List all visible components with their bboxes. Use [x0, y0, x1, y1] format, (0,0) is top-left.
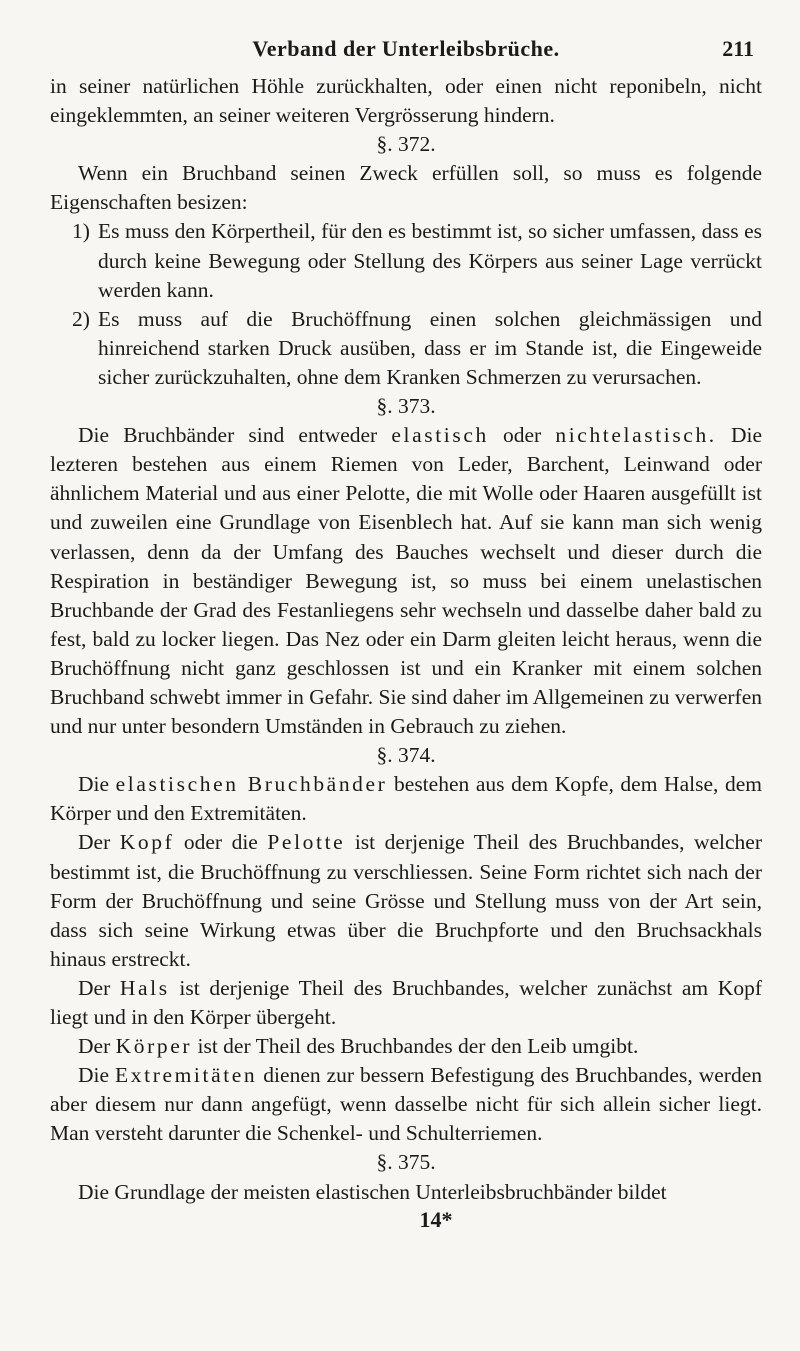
text-run: Die lezteren bestehen aus einem Riemen von Leder, Barchent, Leinwand oder ähnlichem Material und aus einer Pelotte, die mit Wolle oder Haaren ausgefüllt ist und zuweilen eine Grundlage von Eisenblech hat. Auf sie kann man sich wenig verlassen, denn da der Umfang des Bauches wechselt und dieser durch die Respiration in beständiger Bewegung ist, so muss bei einem unelastischen Bruchbande der Grad des Festanliegens sehr wechseln und dasselbe daher bald zu fest, bald zu locker liegen. Das Nez oder ein Darm gleiten leicht heraus, wenn die Bruchöffnung nicht ganz geschlossen ist und ein Kranker mit einem solchen Bruchband schwebt immer in Gefahr. Sie sind daher im Allgemeinen zu verwerfen und nur unter besondern Umständen in Gebrauch zu ziehen. — [50, 423, 762, 739]
list-item — [50, 305, 762, 392]
text-run: bestehen aus dem Kopfe, dem Halse, dem Körper und den Extremitäten. — [50, 772, 762, 826]
emphasis-term: elastischen Bruchbänder — [115, 772, 388, 797]
paragraph-375: Die Grundlage der meisten elastischen Unterleibsbruchbänder bildet — [78, 1179, 667, 1204]
text-run: Die — [78, 1063, 116, 1088]
list-item-text: Es muss den Körpertheil, für den es bestimmt ist, so sicher umfassen, dass es durch keine Bewegung oder Stellung des Körpers aus seiner Lage verrückt werden kann. — [98, 219, 762, 302]
paragraph-intro: in seiner natürlichen Höhle zurückhalten, oder einen nicht reponibeln, nicht eingeklemmten, an seiner weiteren Vergrösserung hindern. — [50, 74, 762, 128]
text-run: Der — [78, 830, 120, 855]
text-run: Die — [78, 772, 116, 797]
emphasis-term: nichtelastisch. — [555, 423, 717, 448]
text-run: ist derjenige Theil des Bruchbandes, welcher bestimmt ist, die Bruchöffnung zu verschliessen. Seine Form richtet sich nach der Form der Bruchöffnung und seine Grösse und Stellung muss von der Art sein, dass sich seine Wirkung etwas über die Bruchpforte und den Bruchsackhals hinaus erstreckt. — [50, 830, 763, 971]
paragraph-374-b — [50, 828, 762, 973]
text-run: ist derjenige Theil des Bruchbandes, welcher zunächst am Kopf liegt und in den Körper übergeht. — [50, 975, 762, 1029]
text-run: Der — [78, 975, 120, 1000]
emphasis-term: Extremitäten — [115, 1063, 258, 1088]
section-heading-372: §. 372. — [376, 132, 436, 157]
text-run: Die Bruchbänder sind entweder — [78, 423, 392, 448]
paragraph-373 — [50, 421, 762, 741]
text-run: oder die — [174, 830, 268, 855]
text-run: oder — [488, 423, 556, 448]
page-number: 211 — [722, 36, 754, 61]
list-marker: 1) — [72, 219, 90, 244]
section-heading-375: §. 375. — [376, 1150, 436, 1175]
requirements-list — [50, 217, 762, 392]
section-heading-373: §. 373. — [376, 394, 436, 419]
list-marker: 2) — [72, 306, 90, 331]
running-title: Verband der Unterleibsbrüche. — [252, 36, 560, 61]
paragraph-374-c — [50, 974, 762, 1032]
paragraph-372: Wenn ein Bruchband seinen Zweck erfüllen soll, so muss es folgende Eigenschaften besizen: — [50, 161, 762, 215]
text-run: ist der Theil des Bruchbandes der den Leib umgibt. — [192, 1034, 639, 1059]
emphasis-term: Hals — [119, 975, 170, 1000]
list-item — [50, 217, 762, 304]
section-heading-374: §. 374. — [376, 743, 436, 768]
page-body — [50, 72, 762, 1207]
text-run: Der — [78, 1034, 116, 1059]
page-header — [50, 36, 762, 72]
emphasis-term: Kopf — [119, 830, 175, 855]
emphasis-term: Pelotte — [267, 830, 346, 855]
signature-mark: 14* — [419, 1206, 453, 1232]
emphasis-term: Körper — [115, 1034, 193, 1059]
list-item-text: Es muss auf die Bruchöffnung einen solchen gleichmässigen und hinreichend starken Druck ausüben, dass er im Stande ist, die Eingeweide sicher zurückzuhalten, ohne dem Kranken Schmerzen zu verursachen. — [98, 306, 762, 389]
paragraph-374-e — [50, 1061, 762, 1148]
paragraph-374-a — [50, 770, 762, 828]
text-run: dienen zur bessern Befestigung des Bruchbandes, werden aber diesem nur dann angefügt, wenn dasselbe nicht für sich allein sicher liegt. Man versteht darunter die Schenkel- und Schulterriemen. — [50, 1063, 762, 1146]
emphasis-term: elastisch — [391, 423, 489, 448]
paragraph-374-d — [50, 1032, 762, 1061]
